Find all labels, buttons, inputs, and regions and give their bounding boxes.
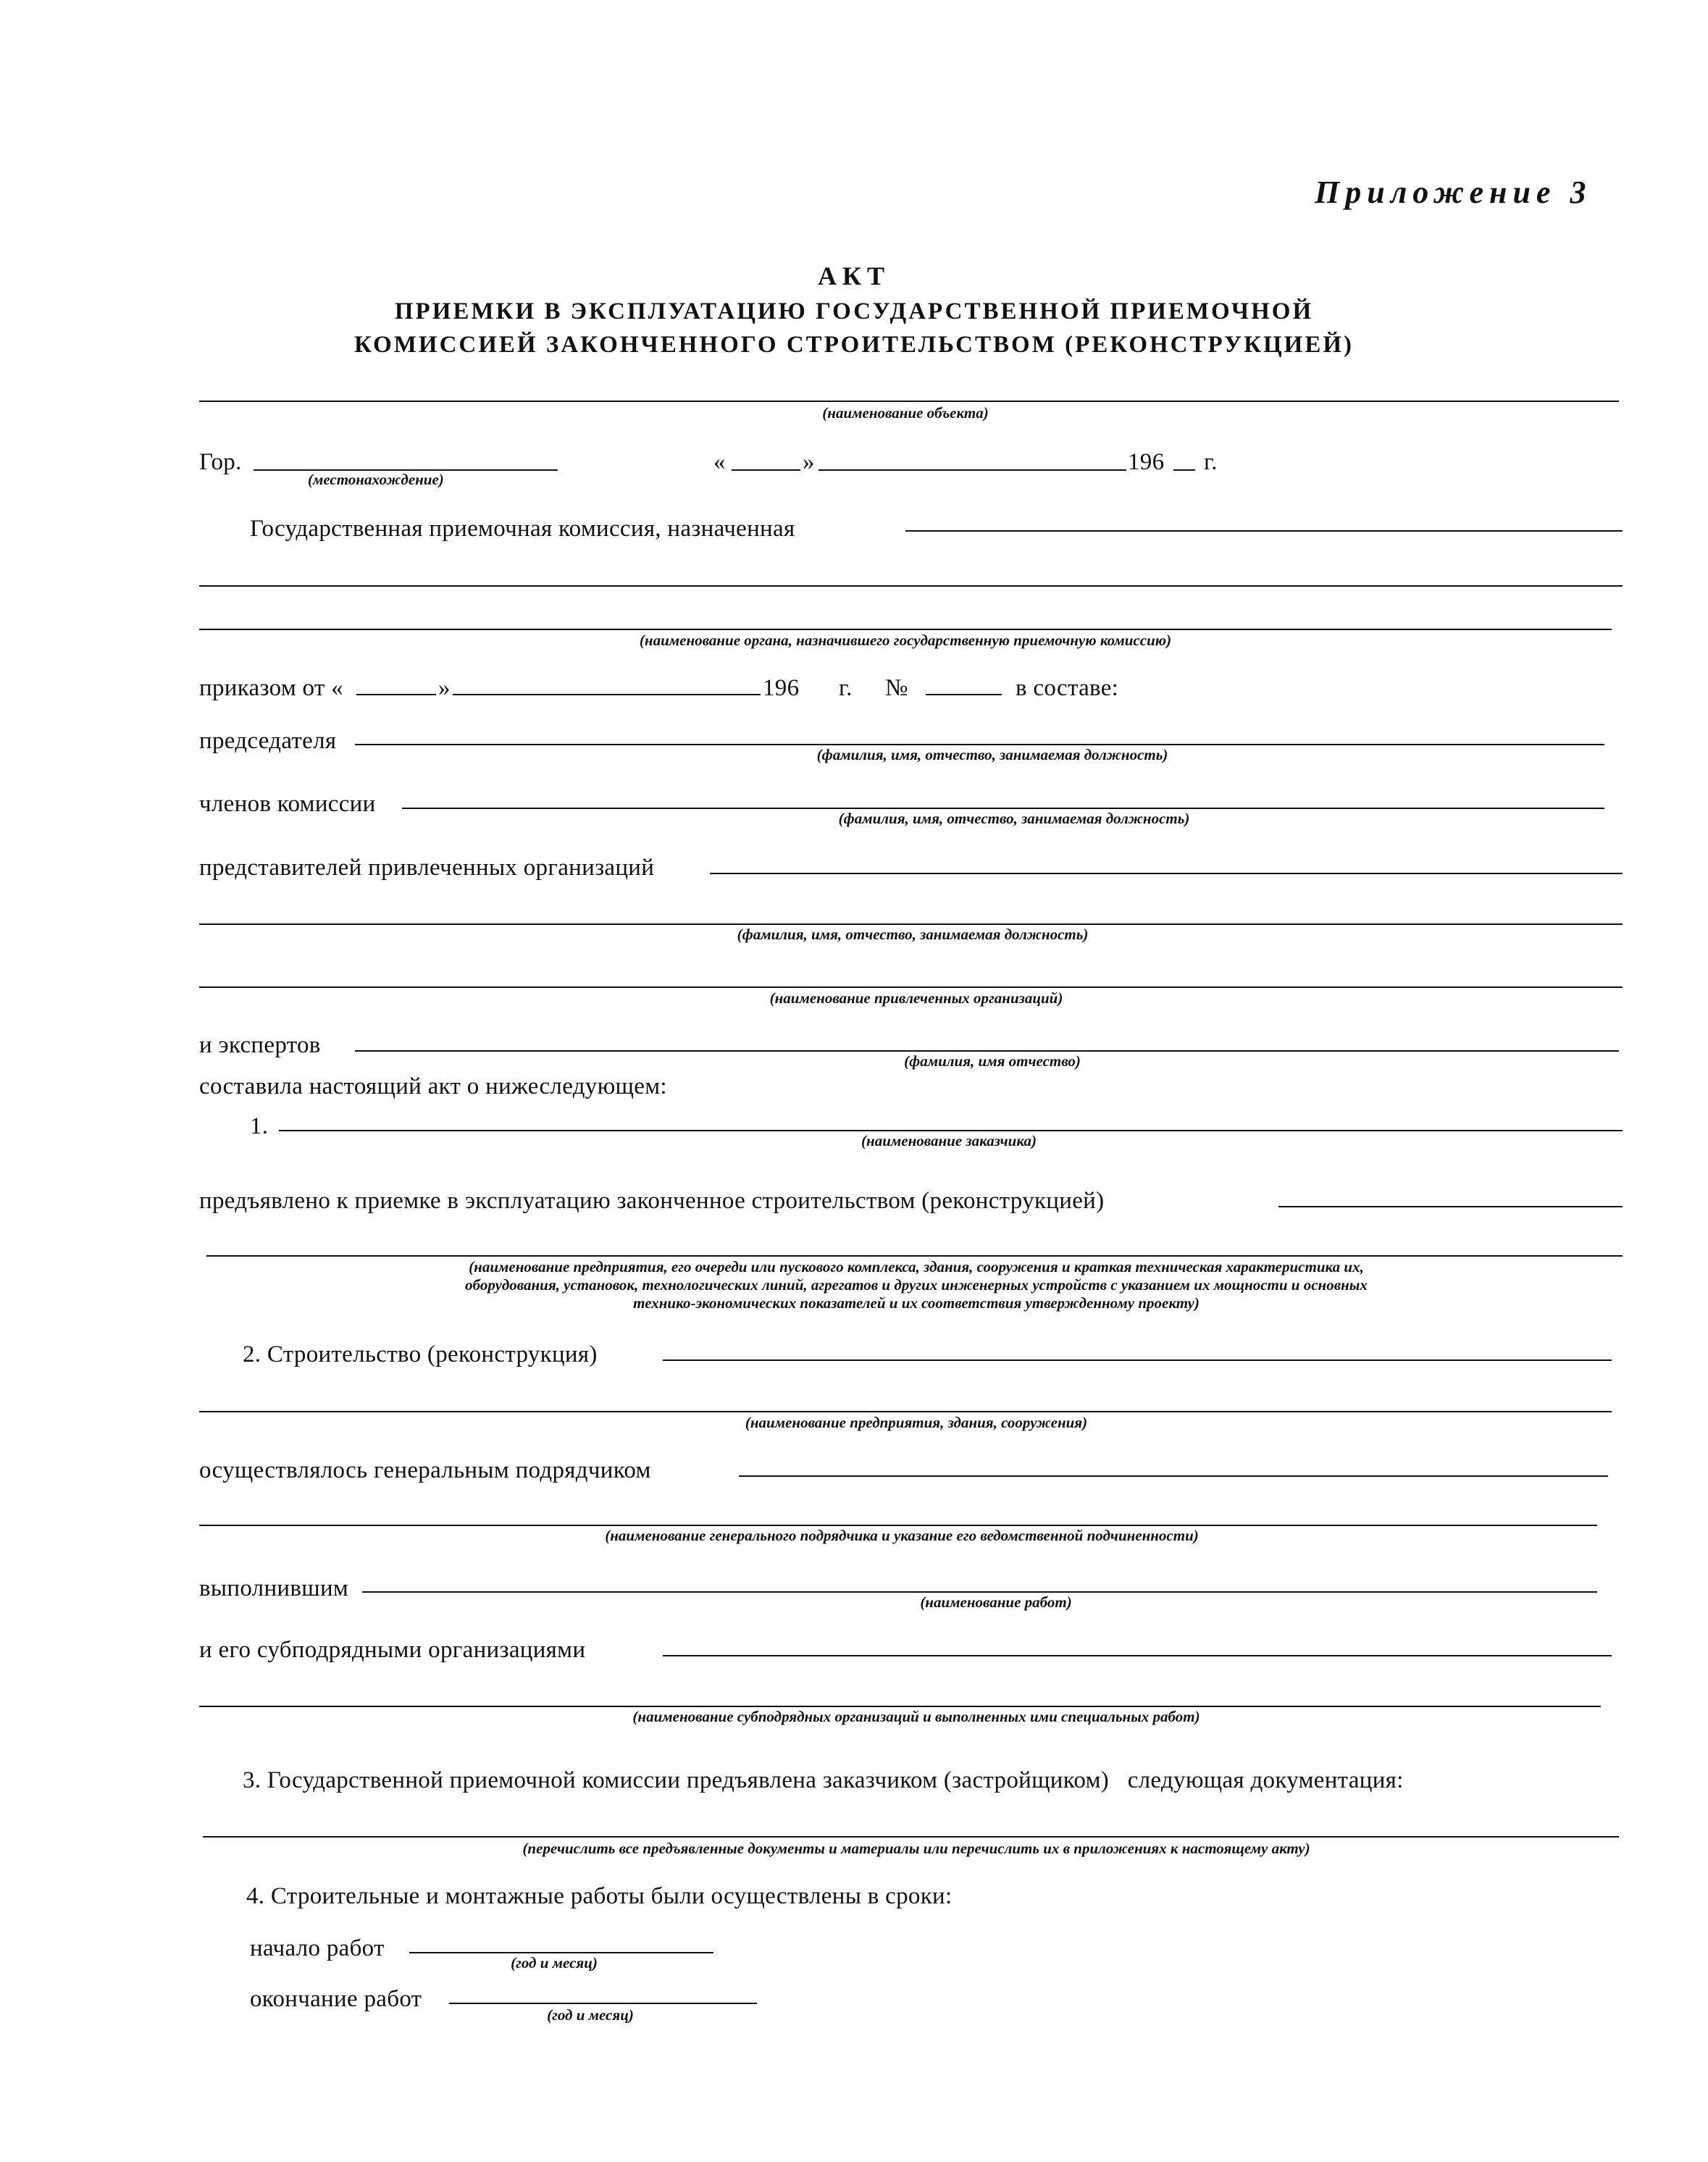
enterprise-caption-line-3: технико-экономических показателей и их соответствия утвержденному проекту) bbox=[633, 1294, 1200, 1312]
chairman-label: председателя bbox=[199, 728, 337, 754]
construction-field-1[interactable] bbox=[663, 1359, 1612, 1361]
customer-caption: (наименование заказчика) bbox=[861, 1132, 1037, 1149]
order-year-prefix: 196 bbox=[763, 675, 800, 701]
end-field[interactable] bbox=[449, 2003, 757, 2004]
object-name-caption: (наименование объекта) bbox=[822, 404, 989, 422]
members-label: членов комиссии bbox=[199, 791, 376, 817]
enterprise-field-2[interactable] bbox=[206, 1255, 1623, 1257]
act-title: АКТ bbox=[817, 261, 891, 290]
date-month-field[interactable] bbox=[819, 469, 1126, 471]
order-number-field[interactable] bbox=[926, 694, 1002, 695]
date-year-suffix: г. bbox=[1204, 449, 1218, 475]
representatives-field-1[interactable] bbox=[710, 873, 1623, 874]
compiled-statement: составила настоящий акт о нижеследующем: bbox=[199, 1073, 667, 1099]
order-quote-close: » bbox=[438, 675, 451, 701]
date-day-field[interactable] bbox=[732, 469, 800, 471]
start-field[interactable] bbox=[409, 1952, 713, 1953]
item-1-number: 1. bbox=[250, 1113, 269, 1139]
city-label: Гор. bbox=[199, 449, 242, 475]
start-caption: (год и месяц) bbox=[511, 1954, 598, 1972]
representatives-label: представителей привлеченных организаций bbox=[199, 855, 655, 881]
enterprise-caption-line-2: оборудования, установок, технологических линий, агрегатов и других инженерных устройств с указанием их мощности и основных bbox=[465, 1276, 1368, 1294]
commission-appointed-label: Государственная приемочная комиссия, назначенная bbox=[250, 516, 795, 542]
enterprise-caption-line-1: (наименование предприятия, его очереди или пускового комплекса, здания, сооружения и краткая техническая характеристика их, bbox=[469, 1258, 1364, 1275]
works-field[interactable] bbox=[362, 1591, 1597, 1593]
location-caption: (местонахождение) bbox=[308, 471, 444, 488]
enterprise-field-1[interactable] bbox=[1278, 1206, 1623, 1207]
object-name-field[interactable] bbox=[199, 401, 1619, 402]
representatives-fio-caption: (фамилия, имя, отчество, занимаемая должность) bbox=[737, 926, 1089, 943]
works-caption: (наименование работ) bbox=[920, 1593, 1072, 1611]
general-contractor-caption: (наименование генерального подрядчика и указание его ведомственной подчиненности) bbox=[605, 1527, 1199, 1544]
experts-label: и экспертов bbox=[199, 1032, 321, 1058]
subcontractors-caption: (наименование субподрядных организаций и выполненных ими специальных работ) bbox=[632, 1708, 1200, 1725]
representatives-field-2[interactable] bbox=[199, 923, 1623, 925]
start-label: начало работ bbox=[250, 1935, 385, 1961]
end-caption: (год и месяц) bbox=[547, 2006, 634, 2024]
construction-field-2[interactable] bbox=[199, 1411, 1612, 1412]
order-number-sign: № bbox=[885, 675, 908, 701]
act-title-line-2: ПРИЕМКИ В ЭКСПЛУАТАЦИЮ ГОСУДАРСТВЕННОЙ ПРИЕМОЧНОЙ bbox=[394, 298, 1314, 324]
date-quote-close: » bbox=[803, 449, 815, 475]
act-title-line-3: КОМИССИЕЙ ЗАКОНЧЕННОГО СТРОИТЕЛЬСТВОМ (РЕКОНСТРУКЦИЕЙ) bbox=[353, 332, 1355, 358]
chairman-field[interactable] bbox=[355, 744, 1604, 745]
item-2-label: 2. Строительство (реконструкция) bbox=[243, 1341, 598, 1367]
documents-caption: (перечислить все предъявленные документы и материалы или перечислить их в приложениях к настоящему акту) bbox=[522, 1840, 1310, 1857]
date-year-prefix: 196 bbox=[1128, 449, 1165, 475]
date-quote-open: « bbox=[713, 449, 726, 475]
construction-caption: (наименование предприятия, здания, сооружения) bbox=[745, 1414, 1088, 1431]
subcontractors-field-2[interactable] bbox=[199, 1706, 1601, 1707]
appointing-body-caption: (наименование органа, назначившего государственную приемочную комиссию) bbox=[639, 632, 1172, 649]
appointing-body-field-3[interactable] bbox=[199, 629, 1612, 630]
order-composition-label: в составе: bbox=[1016, 675, 1119, 701]
members-caption: (фамилия, имя, отчество, занимаемая должность) bbox=[838, 810, 1190, 827]
item-4-label: 4. Строительные и монтажные работы были осуществлены в сроки: bbox=[246, 1883, 953, 1909]
performed-label: выполнившим bbox=[199, 1575, 349, 1601]
item-3-label: 3. Государственной приемочной комиссии предъявлена заказчиком (застройщиком) следующая документация: bbox=[243, 1767, 1404, 1793]
order-day-field[interactable] bbox=[356, 694, 436, 695]
appendix-label: Приложение 3 bbox=[1315, 175, 1592, 210]
customer-field[interactable] bbox=[279, 1130, 1623, 1131]
general-contractor-field-2[interactable] bbox=[199, 1525, 1597, 1526]
order-year-suffix: г. bbox=[839, 675, 853, 701]
representatives-orgs-field[interactable] bbox=[199, 986, 1623, 988]
chairman-caption: (фамилия, имя, отчество, занимаемая должность) bbox=[816, 746, 1168, 763]
order-from-label: приказом от « bbox=[199, 675, 343, 701]
general-contractor-label: осуществлялось генеральным подрядчиком bbox=[199, 1457, 651, 1483]
general-contractor-field-1[interactable] bbox=[739, 1475, 1608, 1477]
presented-label: предъявлено к приемке в эксплуатацию законченное строительством (реконструкцией) bbox=[199, 1188, 1105, 1214]
appointing-body-field-1[interactable] bbox=[905, 530, 1623, 532]
documents-field[interactable] bbox=[203, 1836, 1619, 1838]
members-field[interactable] bbox=[402, 808, 1604, 809]
experts-field[interactable] bbox=[355, 1050, 1619, 1052]
subcontractors-field-1[interactable] bbox=[663, 1655, 1612, 1656]
order-month-field[interactable] bbox=[453, 694, 761, 695]
end-label: окончание работ bbox=[250, 1986, 422, 2012]
subcontractors-label: и его субподрядными организациями bbox=[199, 1637, 586, 1663]
appointing-body-field-2[interactable] bbox=[199, 585, 1623, 587]
experts-caption: (фамилия, имя отчество) bbox=[904, 1052, 1081, 1070]
date-year-field[interactable] bbox=[1173, 469, 1195, 471]
representatives-orgs-caption: (наименование привлеченных организаций) bbox=[769, 989, 1063, 1007]
